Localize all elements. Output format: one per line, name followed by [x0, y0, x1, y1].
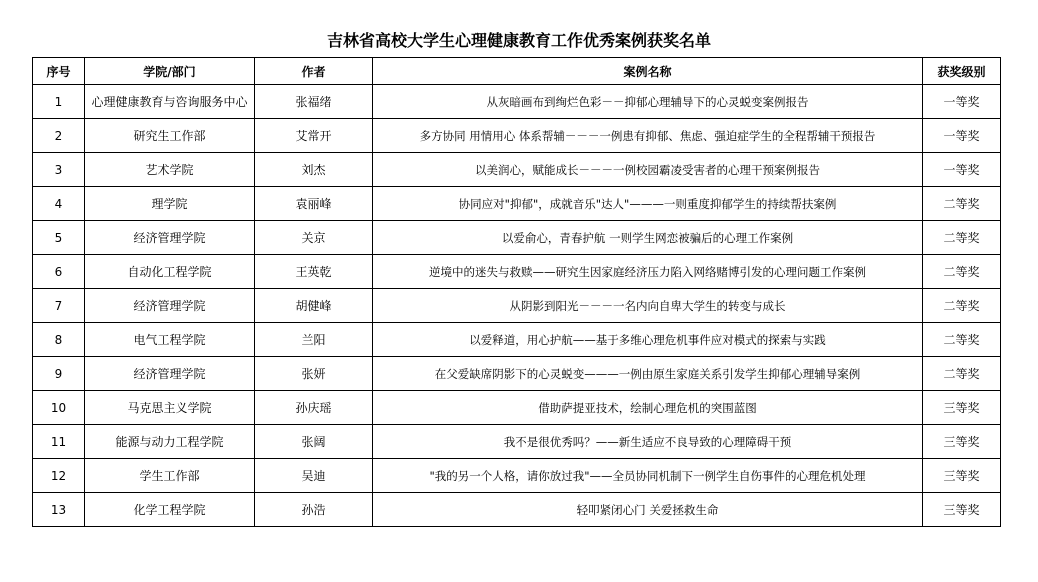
table-row	[33, 221, 1001, 255]
cell-dept: 经济管理学院	[85, 221, 255, 255]
cell-case-name: 轻叩紧闭心门 关爱拯救生命	[373, 493, 923, 527]
cell-author: 胡健峰	[255, 289, 373, 323]
table-row	[33, 493, 1001, 527]
table-row	[33, 459, 1001, 493]
header-row	[33, 58, 1001, 85]
cell-case-name: 从灰暗画布到绚烂色彩－－抑郁心理辅导下的心灵蜕变案例报告	[373, 85, 923, 119]
cell-no: 13	[33, 493, 85, 527]
cell-case-name: 在父爱缺席阴影下的心灵蜕变———一例由原生家庭关系引发学生抑郁心理辅导案例	[373, 357, 923, 391]
cell-author: 王英乾	[255, 255, 373, 289]
table-row	[33, 289, 1001, 323]
cell-case-name: 从阴影到阳光－－－一名内向自卑大学生的转变与成长	[373, 289, 923, 323]
cell-case-name: 协同应对"抑郁"，成就音乐"达人"———一则重度抑郁学生的持续帮扶案例	[373, 187, 923, 221]
cell-award: 二等奖	[923, 323, 1001, 357]
cell-author: 张福绪	[255, 85, 373, 119]
cell-no: 5	[33, 221, 85, 255]
cell-dept: 电气工程学院	[85, 323, 255, 357]
cell-dept: 能源与动力工程学院	[85, 425, 255, 459]
table-row	[33, 153, 1001, 187]
cell-no: 8	[33, 323, 85, 357]
cell-award: 三等奖	[923, 459, 1001, 493]
cell-dept: 理学院	[85, 187, 255, 221]
table-row	[33, 119, 1001, 153]
cell-no: 9	[33, 357, 85, 391]
page-title: 吉林省高校大学生心理健康教育工作优秀案例获奖名单	[326, 31, 711, 50]
cell-dept: 经济管理学院	[85, 357, 255, 391]
cell-author: 孙浩	[255, 493, 373, 527]
cell-case-name: 借助萨提亚技术，绘制心理危机的突围蓝图	[373, 391, 923, 425]
table-row	[33, 187, 1001, 221]
cell-award: 三等奖	[923, 391, 1001, 425]
cell-award: 二等奖	[923, 221, 1001, 255]
cell-award: 一等奖	[923, 119, 1001, 153]
header-author: 作者	[255, 58, 373, 85]
cell-dept: 经济管理学院	[85, 289, 255, 323]
cell-dept: 研究生工作部	[85, 119, 255, 153]
cell-dept: 化学工程学院	[85, 493, 255, 527]
cell-case-name: 我不是很优秀吗？——新生适应不良导致的心理障碍干预	[373, 425, 923, 459]
cell-no: 11	[33, 425, 85, 459]
cell-author: 张阔	[255, 425, 373, 459]
award-table	[32, 57, 1001, 527]
cell-award: 一等奖	[923, 153, 1001, 187]
cell-dept: 马克思主义学院	[85, 391, 255, 425]
table-row	[33, 425, 1001, 459]
cell-no: 2	[33, 119, 85, 153]
cell-case-name: 逆境中的迷失与救赎——研究生因家庭经济压力陷入网络赌博引发的心理问题工作案例	[373, 255, 923, 289]
table-row	[33, 357, 1001, 391]
cell-award: 三等奖	[923, 493, 1001, 527]
header-case: 案例名称	[373, 58, 923, 85]
cell-author: 艾常开	[255, 119, 373, 153]
header-award: 获奖级别	[923, 58, 1001, 85]
table-row	[33, 323, 1001, 357]
cell-dept: 自动化工程学院	[85, 255, 255, 289]
cell-author: 关京	[255, 221, 373, 255]
cell-no: 3	[33, 153, 85, 187]
cell-no: 6	[33, 255, 85, 289]
cell-award: 二等奖	[923, 289, 1001, 323]
cell-no: 1	[33, 85, 85, 119]
cell-dept: 学生工作部	[85, 459, 255, 493]
cell-author: 张妍	[255, 357, 373, 391]
header-dept: 学院/部门	[85, 58, 255, 85]
cell-no: 12	[33, 459, 85, 493]
table-body	[33, 85, 1001, 527]
cell-case-name: "我的另一个人格，请你放过我"——全员协同机制下一例学生自伤事件的心理危机处理	[373, 459, 923, 493]
cell-dept: 艺术学院	[85, 153, 255, 187]
cell-award: 二等奖	[923, 187, 1001, 221]
cell-case-name: 以爱释道，用心护航——基于多维心理危机事件应对模式的探索与实践	[373, 323, 923, 357]
cell-case-name: 以爱俞心，青春护航 一则学生网恋被骗后的心理工作案例	[373, 221, 923, 255]
table-row	[33, 255, 1001, 289]
cell-award: 二等奖	[923, 255, 1001, 289]
table-row	[33, 85, 1001, 119]
cell-no: 4	[33, 187, 85, 221]
cell-no: 10	[33, 391, 85, 425]
cell-author: 袁丽峰	[255, 187, 373, 221]
cell-no: 7	[33, 289, 85, 323]
header-no: 序号	[33, 58, 85, 85]
cell-award: 二等奖	[923, 357, 1001, 391]
cell-case-name: 以美润心，赋能成长－－－一例校园霸凌受害者的心理干预案例报告	[373, 153, 923, 187]
cell-author: 孙庆瑶	[255, 391, 373, 425]
table-row	[33, 391, 1001, 425]
cell-author: 吴迪	[255, 459, 373, 493]
cell-author: 兰阳	[255, 323, 373, 357]
cell-dept: 心理健康教育与咨询服务中心	[85, 85, 255, 119]
cell-award: 三等奖	[923, 425, 1001, 459]
cell-award: 一等奖	[923, 85, 1001, 119]
cell-author: 刘杰	[255, 153, 373, 187]
cell-case-name: 多方协同 用情用心 体系帮辅－－－一例患有抑郁、焦虑、强迫症学生的全程帮辅干预报告	[373, 119, 923, 153]
